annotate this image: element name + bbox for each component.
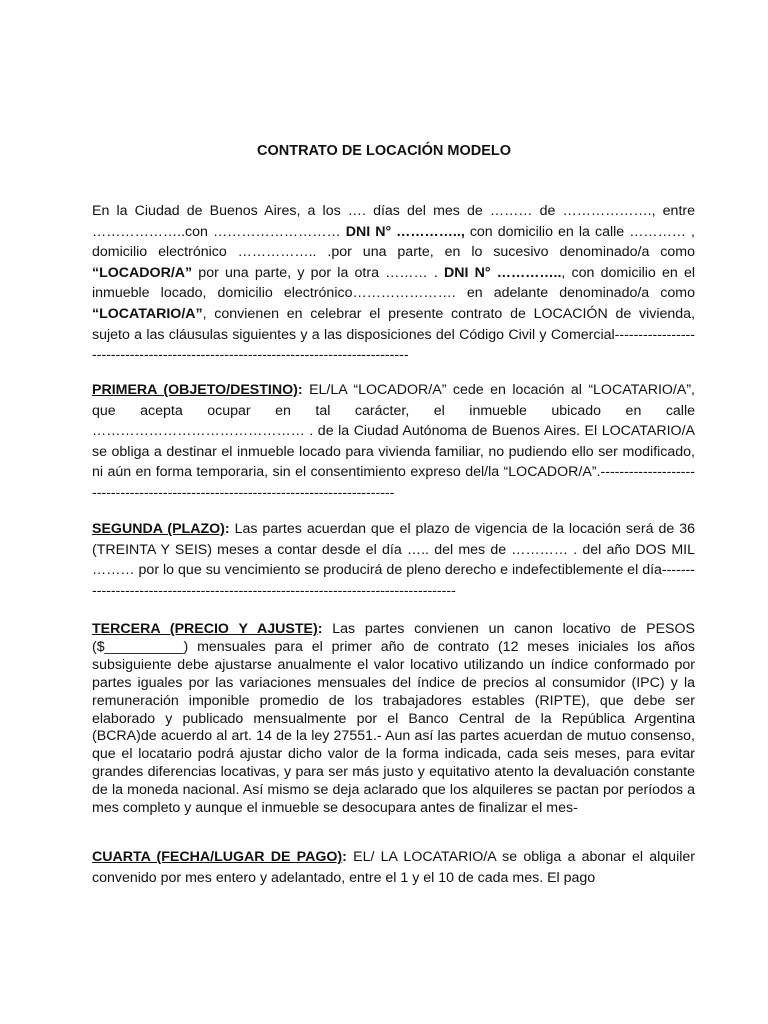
clause-tercera-text: Las partes convienen un canon locativo de PESOS ($__________) mensuales para el primer año de contrato (12 meses iniciales los años subsiguiente debe ajustarse anualmente el valor locativo utilizando un índice conformado por partes iguales por las variaciones mensuales del índice de precios al consumidor (IPC) y la remuneración imponible promedio de los trabajadores estables (RIPTE), que debe ser elaborado y publicado mensualmente por el Banco Central de la República Argentina (BCRA)de acuerdo al art. 14 de la ley 27551.- Aun así las partes acuerdan de mutuo consenso, que el locatario podrá ajustar dicho valor de la forma indicada, cada seis meses, para evitar grandes diferencias locativas, y para ser más justo y equitativo atento la devaluación constante de la moneda nacional. Así mismo se deja aclarado que los alquileres se pactan por períodos a mes completo y aunque el inmueble se desocupara antes de finalizar el mes- bbox=[92, 621, 695, 817]
intro-paragraph bbox=[92, 201, 695, 366]
document-title: CONTRATO DE LOCACIÓN MODELO bbox=[256, 143, 511, 159]
clause-primera-colon: : bbox=[297, 382, 303, 398]
locatario-term: “LOCATARIO/A” bbox=[92, 305, 203, 322]
clause-tercera bbox=[92, 621, 695, 818]
intro-text-2: con domicilio en la calle ………… , domicilio electrónico …………….. .por una parte, en lo sucesivo denominado/a como bbox=[92, 223, 695, 261]
clause-cuarta-heading: CUARTA (FECHA/LUGAR DE PAGO) bbox=[92, 849, 343, 865]
clause-tercera-colon: : bbox=[317, 621, 323, 637]
dni-locador-label: DNI N° ………….., bbox=[345, 223, 470, 240]
clause-segunda-colon: : bbox=[224, 521, 230, 537]
clause-primera-text: EL/LA “LOCADOR/A” cede en locación al “LOCATARIO/A”, que acepta ocupar en tal carácter, el inmueble ubicado en calle ……………………………………… . de la Ciudad Autónoma de Buenos Aires. El LOCATARIO/A se obliga a destinar el inmueble locado para vivienda familiar, no pudiendo ello ser modificado, ni aún en forma temporaria, sin el consentimiento expreso del/la “LOCADOR/A”.------------------------------------------------------------------------------------ bbox=[92, 382, 695, 501]
locador-term: “LOCADOR/A” bbox=[92, 264, 193, 281]
intro-text-5: , convienen en celebrar el presente contrato de LOCACIÓN de vivienda, sujeto a las cláusulas siguientes y a las disposiciones del Código Civil y Comercial------------------------------------------------------------------------------------ bbox=[92, 305, 695, 364]
clause-cuarta-text: EL/ LA LOCATARIO/A se obliga a abonar el alquiler convenido por mes entero y adelantado, entre el 1 y el 10 de cada mes. El pago bbox=[92, 849, 695, 886]
clause-segunda-heading: SEGUNDA (PLAZO) bbox=[92, 521, 225, 537]
intro-text-4: , con domicilio en el inmueble locado, domicilio electrónico…………………. en adelante denominado/a como bbox=[92, 264, 696, 302]
clause-segunda bbox=[92, 519, 695, 601]
clause-primera-heading: PRIMERA (OBJETO/DESTINO) bbox=[92, 382, 298, 398]
clause-primera bbox=[92, 380, 695, 504]
clause-segunda-text: Las partes acuerdan que el plazo de vigencia de la locación será de 36 (TREINTA Y SEIS) meses a contar desde el día ….. del mes de ………… . del año DOS MIL ……… por lo que su vencimiento se producirá de pleno derecho e indefectiblemente el día------------------------------------------------------------------------------------ bbox=[92, 521, 695, 599]
clause-cuarta-colon: : bbox=[342, 849, 347, 865]
intro-text-3: por una parte, y por la otra ……… . bbox=[192, 264, 445, 281]
clause-tercera-heading: TERCERA (PRECIO Y AJUSTE) bbox=[92, 621, 318, 637]
intro-text-1: En la Ciudad de Buenos Aires, a los …. días del mes de ……… de ………………., entre ………………..con ……………………… bbox=[92, 203, 695, 240]
dni-locatario-label: DNI N° ………….. bbox=[444, 264, 562, 281]
clause-cuarta bbox=[92, 847, 695, 888]
